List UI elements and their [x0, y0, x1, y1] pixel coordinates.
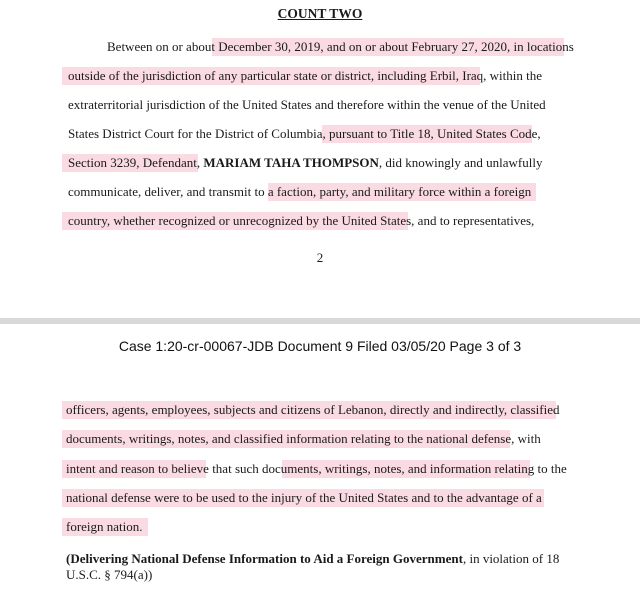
- body-line: [68, 154, 542, 172]
- body-text: , did knowingly and unlawfully: [378, 155, 543, 170]
- count-heading: COUNT TWO: [277, 6, 363, 21]
- defendant-name: MARIAM TAHA THOMPSON: [203, 155, 379, 170]
- document-page-3: [0, 324, 640, 598]
- body-line: foreign nation.: [66, 519, 143, 534]
- citation-text: , in violation of 18: [462, 551, 560, 566]
- body-line: intent and reason to believe that such documents, writings, notes, and information relating to the: [66, 461, 567, 476]
- page-number: 2: [316, 250, 324, 265]
- body-line: national defense were to be used to the injury of the United States and to the advantage of a: [66, 490, 542, 505]
- body-line: officers, agents, employees, subjects and citizens of Lebanon, directly and indirectly, classified: [66, 402, 560, 417]
- body-line: documents, writings, notes, and classified information relating to the national defense, with: [66, 431, 541, 446]
- body-line: Between on or about December 30, 2019, and on or about February 27, 2020, in locations: [107, 39, 574, 54]
- citation-title: (Delivering National Defense Information to Aid a Foreign Government: [66, 551, 463, 566]
- body-line: States District Court for the District of Columbia, pursuant to Title 18, United States Code,: [68, 126, 541, 141]
- body-line: extraterritorial jurisdiction of the United States and therefore within the venue of the United: [68, 97, 546, 112]
- body-text: Section 3239, Defendant,: [68, 155, 204, 170]
- case-header: Case 1:20-cr-00067-JDB Document 9 Filed 03/05/20 Page 3 of 3: [118, 338, 522, 354]
- statute-citation-line2: U.S.C. § 794(a)): [66, 567, 153, 582]
- body-line: outside of the jurisdiction of any particular state or district, including Erbil, Iraq, within the: [68, 68, 543, 83]
- body-line: communicate, deliver, and transmit to a faction, party, and military force within a foreign: [68, 184, 532, 199]
- body-line: country, whether recognized or unrecognized by the United States, and to representatives,: [68, 213, 535, 228]
